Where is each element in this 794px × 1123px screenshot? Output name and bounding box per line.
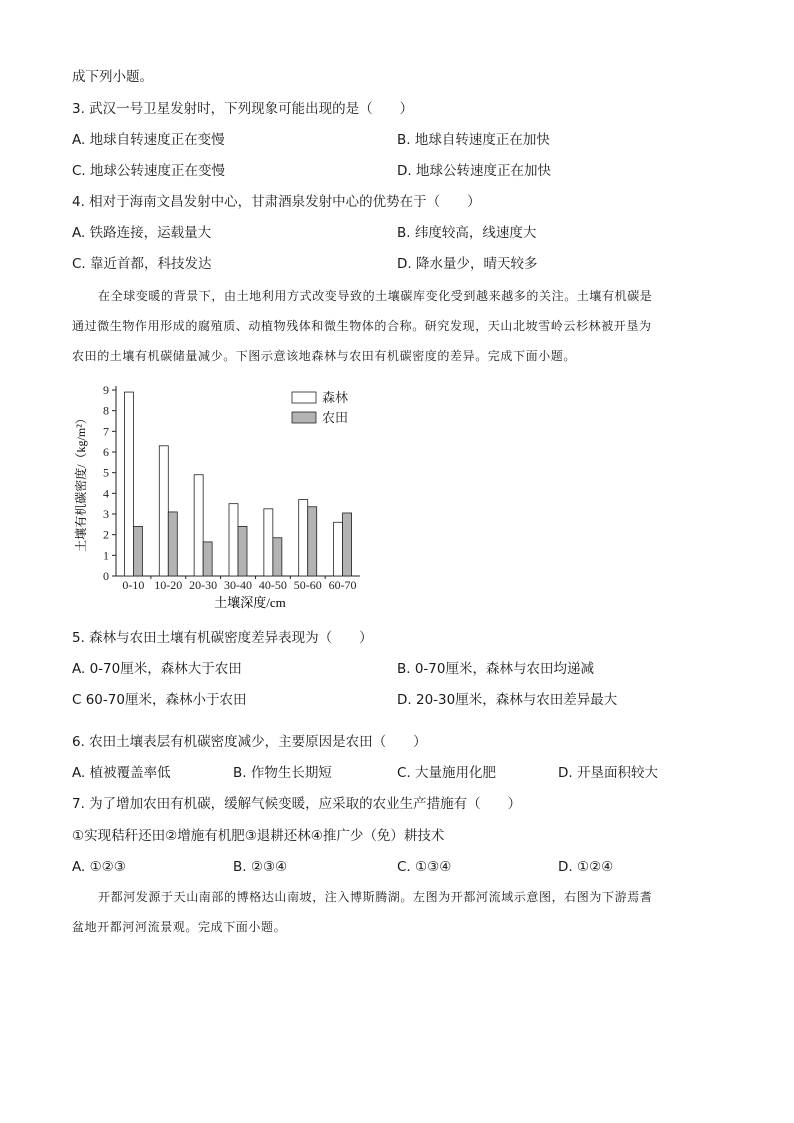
- soil-passage-line-3: 农田的土壤有机碳储量减少。下图示意该地森林与农田有机碳密度的差异。完成下面小题。: [72, 349, 577, 363]
- q6-option-b[interactable]: B. 作物生长期短: [233, 765, 332, 781]
- y-tick-label: 4: [103, 486, 109, 501]
- x-tick-label: 20-30: [189, 578, 218, 592]
- y-tick-label: 6: [103, 445, 109, 459]
- x-tick-label: 50-60: [293, 578, 322, 592]
- y-tick-label: 7: [103, 424, 109, 439]
- y-tick-label: 9: [103, 383, 109, 397]
- y-tick-label: 1: [103, 548, 109, 563]
- bar-farmland: [308, 507, 317, 576]
- bar-forest: [229, 504, 238, 576]
- bar-farmland: [133, 526, 142, 576]
- bar-forest: [124, 392, 133, 576]
- q4-option-a[interactable]: A. 铁路连接，运载量大: [72, 225, 212, 241]
- legend-swatch: [292, 392, 316, 403]
- bar-farmland: [238, 526, 247, 576]
- q4-option-b[interactable]: B. 纬度较高，线速度大: [397, 225, 537, 241]
- q6-option-d[interactable]: D. 开垦面积较大: [558, 765, 658, 781]
- bar-forest: [299, 500, 308, 576]
- question-4-stem: 4. 相对于海南文昌发射中心，甘肃酒泉发射中心的优势在于（ ）: [72, 194, 481, 210]
- river-passage: [72, 882, 724, 942]
- bar-farmland: [203, 542, 212, 576]
- y-axis-label: 土壤有机碳密度/（kg/m²）: [74, 412, 88, 552]
- q3-option-b[interactable]: B. 地球自转速度正在加快: [397, 132, 550, 148]
- q4-option-d[interactable]: D. 降水量少，晴天较多: [397, 256, 538, 272]
- y-tick-label: 0: [103, 569, 109, 583]
- q5-option-d[interactable]: D. 20-30厘米，森林与农田差异最大: [397, 692, 618, 708]
- legend-label: 森林: [322, 390, 349, 405]
- x-tick-label: 60-70: [328, 578, 357, 592]
- q7-option-b[interactable]: B. ②③④: [233, 859, 288, 875]
- soil-passage: [72, 281, 724, 371]
- y-tick-label: 3: [103, 507, 109, 521]
- x-tick-label: 30-40: [224, 578, 252, 592]
- y-tick-label: 8: [103, 403, 109, 418]
- soil-passage-line-1: 在全球变暖的背景下，由土地利用方式改变导致的土壤碳库变化受到越来越多的关注。土壤有机碳是: [98, 289, 653, 303]
- q6-option-a[interactable]: A. 植被覆盖率低: [72, 765, 171, 781]
- question-3-stem: 3. 武汉一号卫星发射时，下列现象可能出现的是（ ）: [72, 101, 414, 117]
- q4-option-c[interactable]: C. 靠近首都，科技发达: [72, 256, 212, 272]
- legend-swatch: [292, 412, 316, 423]
- x-axis-label: 土壤深度/cm: [214, 595, 286, 610]
- bar-forest: [334, 522, 343, 576]
- y-tick-label: 5: [103, 465, 109, 480]
- q5-option-a[interactable]: A. 0-70厘米，森林大于农田: [72, 661, 242, 677]
- question-6-stem: 6. 农田土壤表层有机碳密度减少，主要原因是农田（ ）: [72, 734, 427, 750]
- chart-legend: [292, 390, 348, 425]
- river-passage-line-2: 盆地开都河河流景观。完成下面小题。: [72, 920, 287, 934]
- bar-farmland: [343, 513, 352, 576]
- x-tick-label: 10-20: [154, 578, 183, 592]
- question-7-stem: 7. 为了增加农田有机碳，缓解气候变暖，应采取的农业生产措施有（ ）: [72, 796, 522, 812]
- bar-forest: [194, 475, 203, 576]
- y-axis-label-group: [73, 412, 88, 552]
- x-tick-label: 40-50: [258, 578, 287, 592]
- q3-option-a[interactable]: A. 地球自转速度正在变慢: [72, 132, 225, 148]
- y-tick-label: 2: [103, 527, 109, 542]
- q3-option-d[interactable]: D. 地球公转速度正在加快: [397, 163, 551, 179]
- soil-passage-line-2: 通过微生物作用形成的腐殖质、动植物残体和微生物体的合称。研究发现，天山北坡雪岭云杉林被开垦为: [72, 319, 652, 333]
- bar-farmland: [168, 512, 177, 576]
- chart-bars: [124, 392, 351, 576]
- soil-carbon-bar-chart: [70, 378, 370, 618]
- x-tick-label: 0-10: [122, 578, 145, 592]
- question-7-items: ①实现秸秆还田②增施有机肥③退耕还林④推广少（免）耕技术: [72, 828, 445, 844]
- legend-label: 农田: [322, 410, 349, 425]
- q6-option-c[interactable]: C. 大量施用化肥: [397, 765, 497, 781]
- q7-option-a[interactable]: A. ①②③: [72, 859, 126, 875]
- bar-forest: [264, 509, 273, 576]
- question-5-stem: 5. 森林与农田土壤有机碳密度差异表现为（ ）: [72, 630, 373, 646]
- bar-farmland: [273, 538, 282, 576]
- intro-tail: 成下列小题。: [72, 69, 153, 85]
- q3-option-c[interactable]: C. 地球公转速度正在变慢: [72, 163, 226, 179]
- bar-forest: [159, 446, 168, 576]
- q7-option-c[interactable]: C. ①③④: [397, 859, 452, 875]
- q5-option-b[interactable]: B. 0-70厘米，森林与农田均递减: [397, 661, 594, 677]
- q5-option-c[interactable]: C 60-70厘米，森林小于农田: [72, 692, 247, 708]
- river-passage-line-1: 开都河发源于天山南部的博格达山南坡，注入博斯腾湖。左图为开都河流域示意图，右图为下游焉耆: [98, 890, 653, 904]
- q7-option-d[interactable]: D. ①②④: [558, 859, 614, 875]
